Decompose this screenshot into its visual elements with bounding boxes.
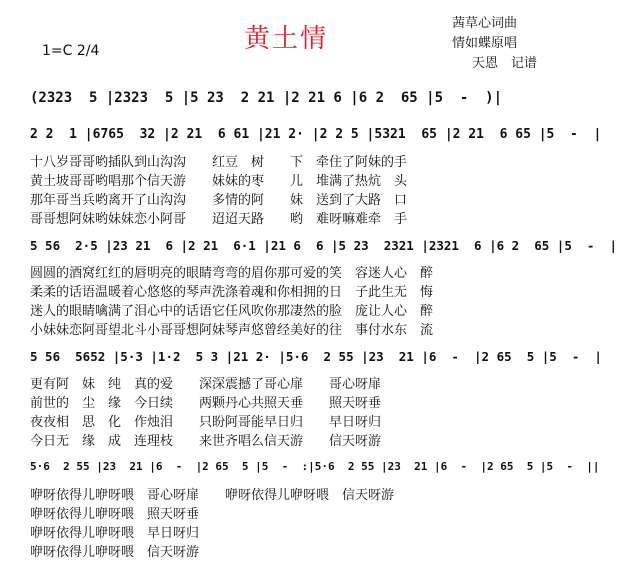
lyric-line: 圆圆的酒窝红红的唇明亮的眼睛弯弯的眉你那可爱的笑 容迷人心 醉 xyxy=(30,266,434,281)
lyric-line: 咿呀依得儿咿呀喂 照天呀垂 xyxy=(30,507,200,522)
lyric-line: 夜夜相 思 化 作烛泪 只盼阿哥能早日归 早日呀归 xyxy=(30,415,382,430)
lyric-line: 哥哥想阿妹哟妹妹恋小阿哥 迢迢天路 哟 难呀嘛难牵 手 xyxy=(30,212,408,227)
song-title: 黄土情 xyxy=(244,24,329,54)
notation-row-3: 5 56 5652 |5·3 |1·2 5 3 |21 2· |5·6 2 55 |23 21 |6 - |2 65 5 |5 - | xyxy=(30,349,602,364)
lyric-line: 咿呀依得儿咿呀喂 信天呀游 xyxy=(30,545,200,560)
lyric-line: 小妹妹恋阿哥望北斗小哥哥想阿妹琴声悠曾经美好的往 事付水东 流 xyxy=(30,323,434,338)
lyric-line: 十八岁哥哥哟插队到山沟沟 红豆 树 下 牵住了阿妹的手 xyxy=(30,155,408,170)
lyric-line: 咿呀依得儿咿呀喂 早日呀归 xyxy=(30,526,200,541)
lyric-line: 今日无 缘 成 连理枝 来世齐唱么信天游 信天呀游 xyxy=(30,434,382,449)
notation-row-intro: (2323 5 |2323 5 |5 23 2 21 |2 21 6 |6 2 65 |5 - )| xyxy=(30,90,503,106)
lyric-line: 迷人的眼睛噙满了泪心中的话语它任风吹你那凄然的脸 庞让人心 醉 xyxy=(30,304,434,319)
lyric-line: 那年哥当兵哟离开了山沟沟 多情的阿 妹 送到了大路 口 xyxy=(30,193,408,208)
credit-composer: 茜草心词曲 xyxy=(452,16,518,31)
lyric-line: 黄土坡哥哥哟唱那个信天游 妹妹的枣 儿 堆满了热炕 头 xyxy=(30,174,408,189)
credit-transcriber: 天恩 记谱 xyxy=(472,56,538,71)
key-signature: 1=C 2/4 xyxy=(42,43,100,59)
notation-row-2: 5 56 2·5 |23 21 6 |2 21 6·1 |21 6 6 |5 23 2321 |2321 6 |6 2 65 |5 - | xyxy=(30,238,617,253)
lyric-line: 前世的 尘 缘 今日续 两颗丹心共照天垂 照天呀垂 xyxy=(30,396,382,411)
credit-singer: 情如蝶原唱 xyxy=(452,36,518,51)
lyric-line: 咿呀依得儿咿呀喂 哥心呀扉 咿呀依得儿咿呀喂 信天呀游 xyxy=(30,488,395,503)
notation-row-4: 5·6 2 55 |23 21 |6 - |2 65 5 |5 - :|5·6 2 55 |23 21 |6 - |2 65 5 |5 - || xyxy=(30,460,600,473)
lyric-line: 更有阿 妹 纯 真的爱 深深震撼了哥心扉 哥心呀扉 xyxy=(30,377,382,392)
notation-row-1: 2 2 1 |6765 32 |2 21 6 61 |21 2· |2 2 5 |5321 65 |2 21 6 65 |5 - | xyxy=(30,127,602,142)
lyric-line: 柔柔的话语温暖着心悠悠的琴声洗涤着魂和你相拥的日 子此生无 悔 xyxy=(30,285,434,300)
